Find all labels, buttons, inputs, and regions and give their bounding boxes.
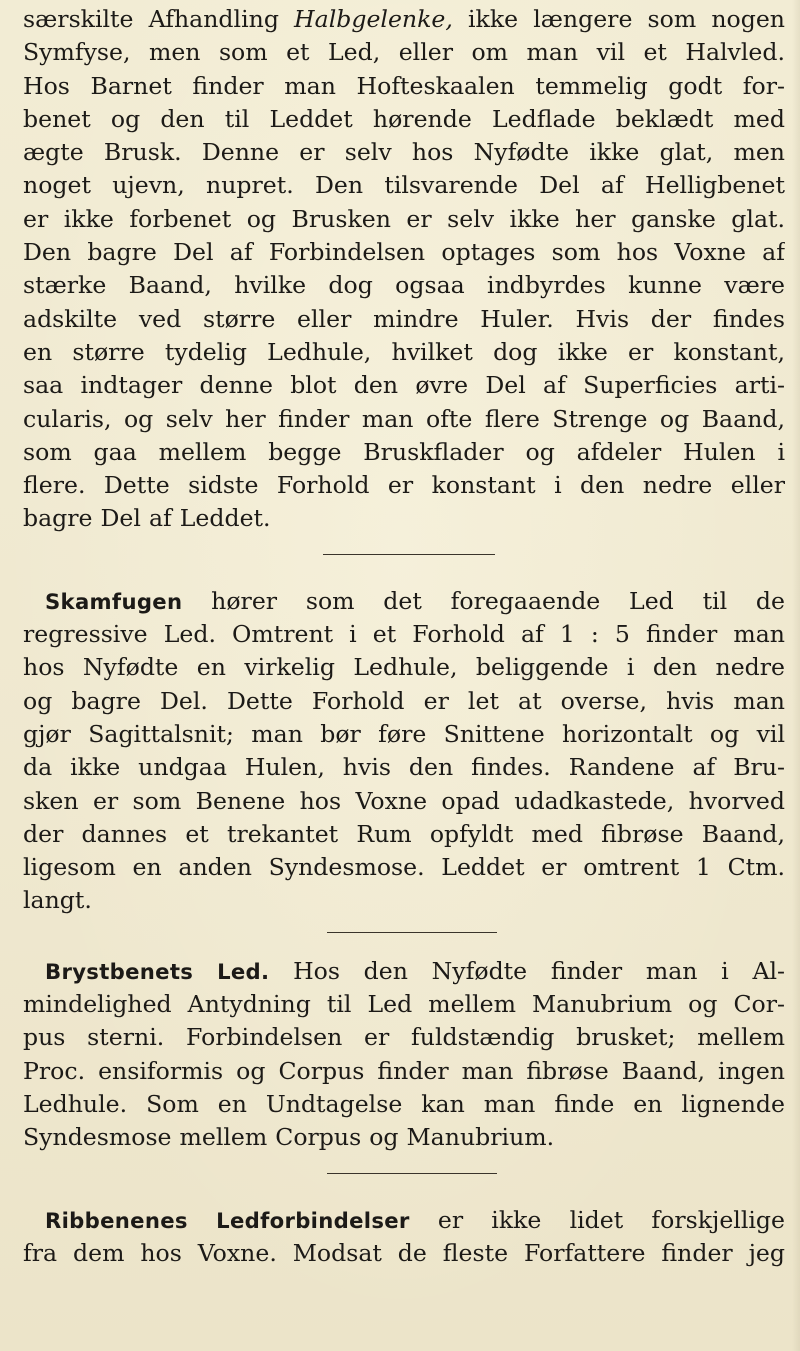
section-divider — [323, 554, 495, 555]
text-line — [23, 818, 785, 851]
text-run: Den bagre Del af Forbindelsen optages som hos Voxne af — [23, 238, 785, 267]
text-line — [23, 169, 785, 202]
text-run: hører som det foregaaende Led til de — [182, 586, 785, 615]
text-line — [23, 851, 785, 884]
text-line — [23, 136, 785, 169]
paragraph-symphysis — [23, 585, 785, 918]
text-line — [23, 1021, 785, 1054]
text-line — [23, 651, 785, 684]
text-run: og bagre Del. Dette Forhold er let at overse, hvis man — [23, 686, 785, 715]
text-line — [23, 436, 785, 469]
text-line — [23, 70, 785, 103]
section-lead-heading: Skamfugen — [45, 588, 183, 614]
text-run: Ledhule. Som en Undtagelse kan man finde en lignende — [23, 1089, 785, 1118]
text-run: adskilte ved større eller mindre Huler. Hvis der findes — [23, 304, 785, 333]
text-line — [23, 884, 785, 917]
text-run: Hos Barnet finder man Hofteskaalen temmelig godt for- — [23, 71, 785, 100]
text-run: som gaa mellem begge Bruskflader og afdeler Hulen i — [23, 437, 785, 466]
text-line — [23, 336, 785, 369]
text-run: pus sterni. Forbindelsen er fuldstændig brusket; mellem — [23, 1023, 785, 1052]
text-run: flere. Dette sidste Forhold er konstant i den nedre eller — [23, 471, 785, 500]
text-run: noget ujevn, nupret. Den tilsvarende Del af Helligbenet — [23, 171, 785, 200]
text-run: Hos den Nyfødte finder man i Al- — [269, 956, 785, 985]
text-run: Syndesmose mellem Corpus og Manubrium. — [23, 1123, 555, 1152]
text-run: gjør Sagittalsnit; man bør føre Snittene horizontalt og vil — [23, 719, 785, 748]
text-line — [23, 1121, 785, 1154]
text-run: saa indtager denne blot den øvre Del af Superficies arti- — [23, 371, 785, 400]
text-line — [23, 203, 785, 236]
text-run: stærke Baand, hvilke dog ogsaa indbyrdes kunne være — [23, 271, 785, 300]
text-run: særskilte Afhandling — [23, 5, 295, 33]
text-line — [23, 3, 785, 36]
text-run: er ikke forbenet og Brusken er selv ikke her ganske glat. — [23, 204, 785, 233]
text-run: ægte Brusk. Denne er selv hos Nyfødte ikke glat, men — [23, 138, 785, 167]
text-line — [23, 403, 785, 436]
text-line — [23, 618, 785, 651]
text-run: sken er som Benene hos Voxne opad udadkastede, hvorved — [23, 786, 785, 815]
text-run: en større tydelig Ledhule, hvilket dog ikke er konstant, — [23, 337, 785, 366]
paragraph-sacroiliac — [23, 3, 785, 536]
text-line — [23, 36, 785, 69]
text-run: fra dem hos Voxne. Modsat de fleste Forfattere finder jeg — [23, 1238, 785, 1267]
section-divider — [327, 1173, 497, 1174]
paragraph-rib-joints — [23, 1204, 785, 1271]
text-line — [23, 469, 785, 502]
paragraph-sternum-joint — [23, 955, 785, 1155]
text-line — [23, 103, 785, 136]
text-line — [23, 685, 785, 718]
text-run: mindelighed Antydning til Led mellem Manubrium og Cor- — [23, 990, 785, 1019]
text-line — [23, 1237, 785, 1270]
text-line — [23, 1088, 785, 1121]
text-line — [23, 236, 785, 269]
text-line — [23, 988, 785, 1021]
text-line — [23, 1204, 785, 1237]
text-line — [23, 585, 785, 618]
page-edge-shade — [792, 0, 800, 1351]
section-lead-heading: Brystbenets Led. — [45, 958, 270, 984]
text-run: ikke længere som nogen — [452, 5, 785, 33]
text-line — [23, 1055, 785, 1088]
text-line — [23, 785, 785, 818]
text-run: ligesom en anden Syndesmose. Leddet er omtrent 1 Ctm. — [23, 853, 785, 882]
text-run: da ikke undgaa Hulen, hvis den findes. Randene af Bru- — [23, 753, 785, 782]
text-line — [23, 269, 785, 302]
text-line — [23, 303, 785, 336]
text-line — [23, 369, 785, 402]
text-run: er ikke lidet forskjellige — [409, 1205, 785, 1234]
text-run: langt. — [23, 886, 92, 915]
text-line — [23, 502, 785, 535]
text-run: cularis, og selv her finder man ofte flere Strenge og Baand, — [23, 404, 785, 433]
text-run: bagre Del af Leddet. — [23, 504, 271, 533]
text-run: regressive Led. Omtrent i et Forhold af 1 : 5 finder man — [23, 620, 785, 649]
text-line — [23, 751, 785, 784]
text-run: Proc. ensiformis og Corpus finder man fibrøse Baand, ingen — [23, 1056, 785, 1085]
text-line — [23, 718, 785, 751]
section-divider — [327, 932, 497, 933]
text-run: benet og den til Leddet hørende Ledflade beklædt med — [23, 104, 785, 133]
text-run: der dannes et trekantet Rum opfyldt med fibrøse Baand, — [23, 819, 785, 848]
italic-title: Halbgelenke, — [294, 5, 453, 33]
text-run: hos Nyfødte en virkelig Ledhule, beliggende i den nedre — [23, 653, 785, 682]
text-block — [23, 3, 785, 1270]
text-run: Symfyse, men som et Led, eller om man vil et Halvled. — [23, 38, 785, 67]
text-line — [23, 955, 785, 988]
section-lead-heading: Ribbenenes Ledforbindelser — [45, 1207, 410, 1233]
